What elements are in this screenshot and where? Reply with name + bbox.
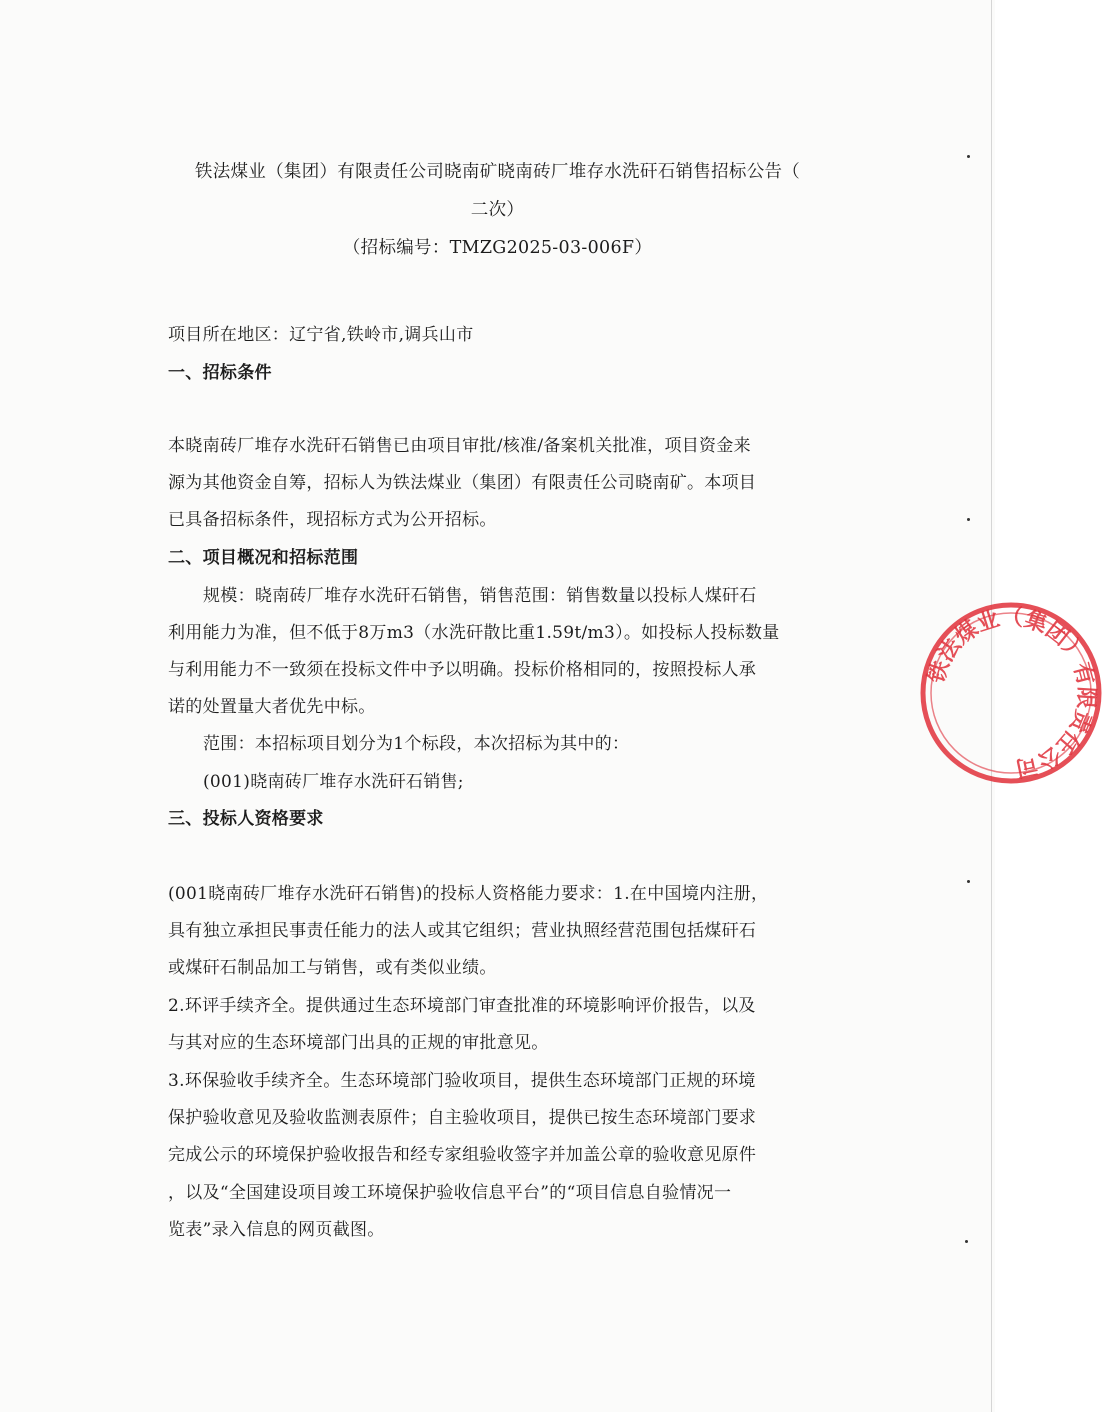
section2-line: (001)晓南砖厂堆存水洗矸石销售;	[203, 772, 464, 792]
section2-line: 与利用能力不一致须在投标文件中予以明确。投标价格相同的，按照投标人承	[168, 660, 757, 680]
margin-dot	[967, 518, 970, 521]
section2-line: 利用能力为准，但不低于8万m3（水洗矸散比重1.59t/m3）。如投标人投标数量	[168, 623, 780, 643]
section2-line: 范围：本招标项目划分为1个标段，本次招标为其中的：	[203, 734, 630, 754]
section1-line: 已具备招标条件，现招标方式为公开招标。	[168, 510, 497, 530]
section3-line: (001晓南砖厂堆存水洗矸石销售)的投标人资格能力要求：1.在中国境内注册，	[168, 884, 769, 904]
section3-line: 览表”录入信息的网页截图。	[168, 1220, 385, 1240]
section1-heading: 一、招标条件	[168, 363, 272, 383]
section3-line: 2.环评手续齐全。提供通过生态环境部门审查批准的环境影响评价报告，以及	[168, 996, 756, 1016]
section1-line: 源为其他资金自筹，招标人为铁法煤业（集团）有限责任公司晓南矿。本项目	[168, 473, 757, 493]
section1-line: 本晓南砖厂堆存水洗矸石销售已由项目审批/核准/备案机关批准，项目资金来	[168, 436, 751, 456]
margin-dot	[967, 880, 970, 883]
seal-text: 铁法煤业（集团）有限责任公司	[924, 605, 1099, 781]
margin-dot	[965, 1240, 968, 1243]
section3-heading: 三、投标人资格要求	[168, 809, 324, 829]
tender-number: （招标编号：TMZG2025-03-006F）	[342, 238, 653, 258]
section3-line: 保护验收意见及验收监测表原件；自主验收项目，提供已按生态环境部门要求	[168, 1108, 757, 1128]
project-region: 项目所在地区：辽宁省,铁岭市,调兵山市	[168, 325, 474, 345]
margin-dot	[967, 155, 970, 158]
section3-line: ，以及“全国建设项目竣工环境保护验收信息平台”的“项目信息自验情况一	[168, 1183, 732, 1203]
section3-line: 或煤矸石制品加工与销售，或有类似业绩。	[168, 958, 497, 978]
section3-line: 完成公示的环境保护验收报告和经专家组验收签字并加盖公章的验收意见原件	[168, 1145, 757, 1165]
section2-line: 规模：晓南砖厂堆存水洗矸石销售，销售范围：销售数量以投标人煤矸石	[203, 586, 757, 606]
company-seal-stamp	[916, 598, 1106, 788]
section2-heading: 二、项目概况和招标范围	[168, 548, 359, 568]
section3-line: 3.环保验收手续齐全。生态环境部门验收项目，提供生态环境部门正规的环境	[168, 1071, 756, 1091]
title-line-2: 二次）	[470, 200, 525, 220]
section3-line: 具有独立承担民事责任能力的法人或其它组织；营业执照经营范围包括煤矸石	[168, 921, 757, 941]
section2-line: 诺的处置量大者优先中标。	[168, 697, 376, 717]
section3-line: 与其对应的生态环境部门出具的正规的审批意见。	[168, 1033, 549, 1053]
title-line-1: 铁法煤业（集团）有限责任公司晓南矿晓南砖厂堆存水洗矸石销售招标公告（	[194, 162, 801, 182]
